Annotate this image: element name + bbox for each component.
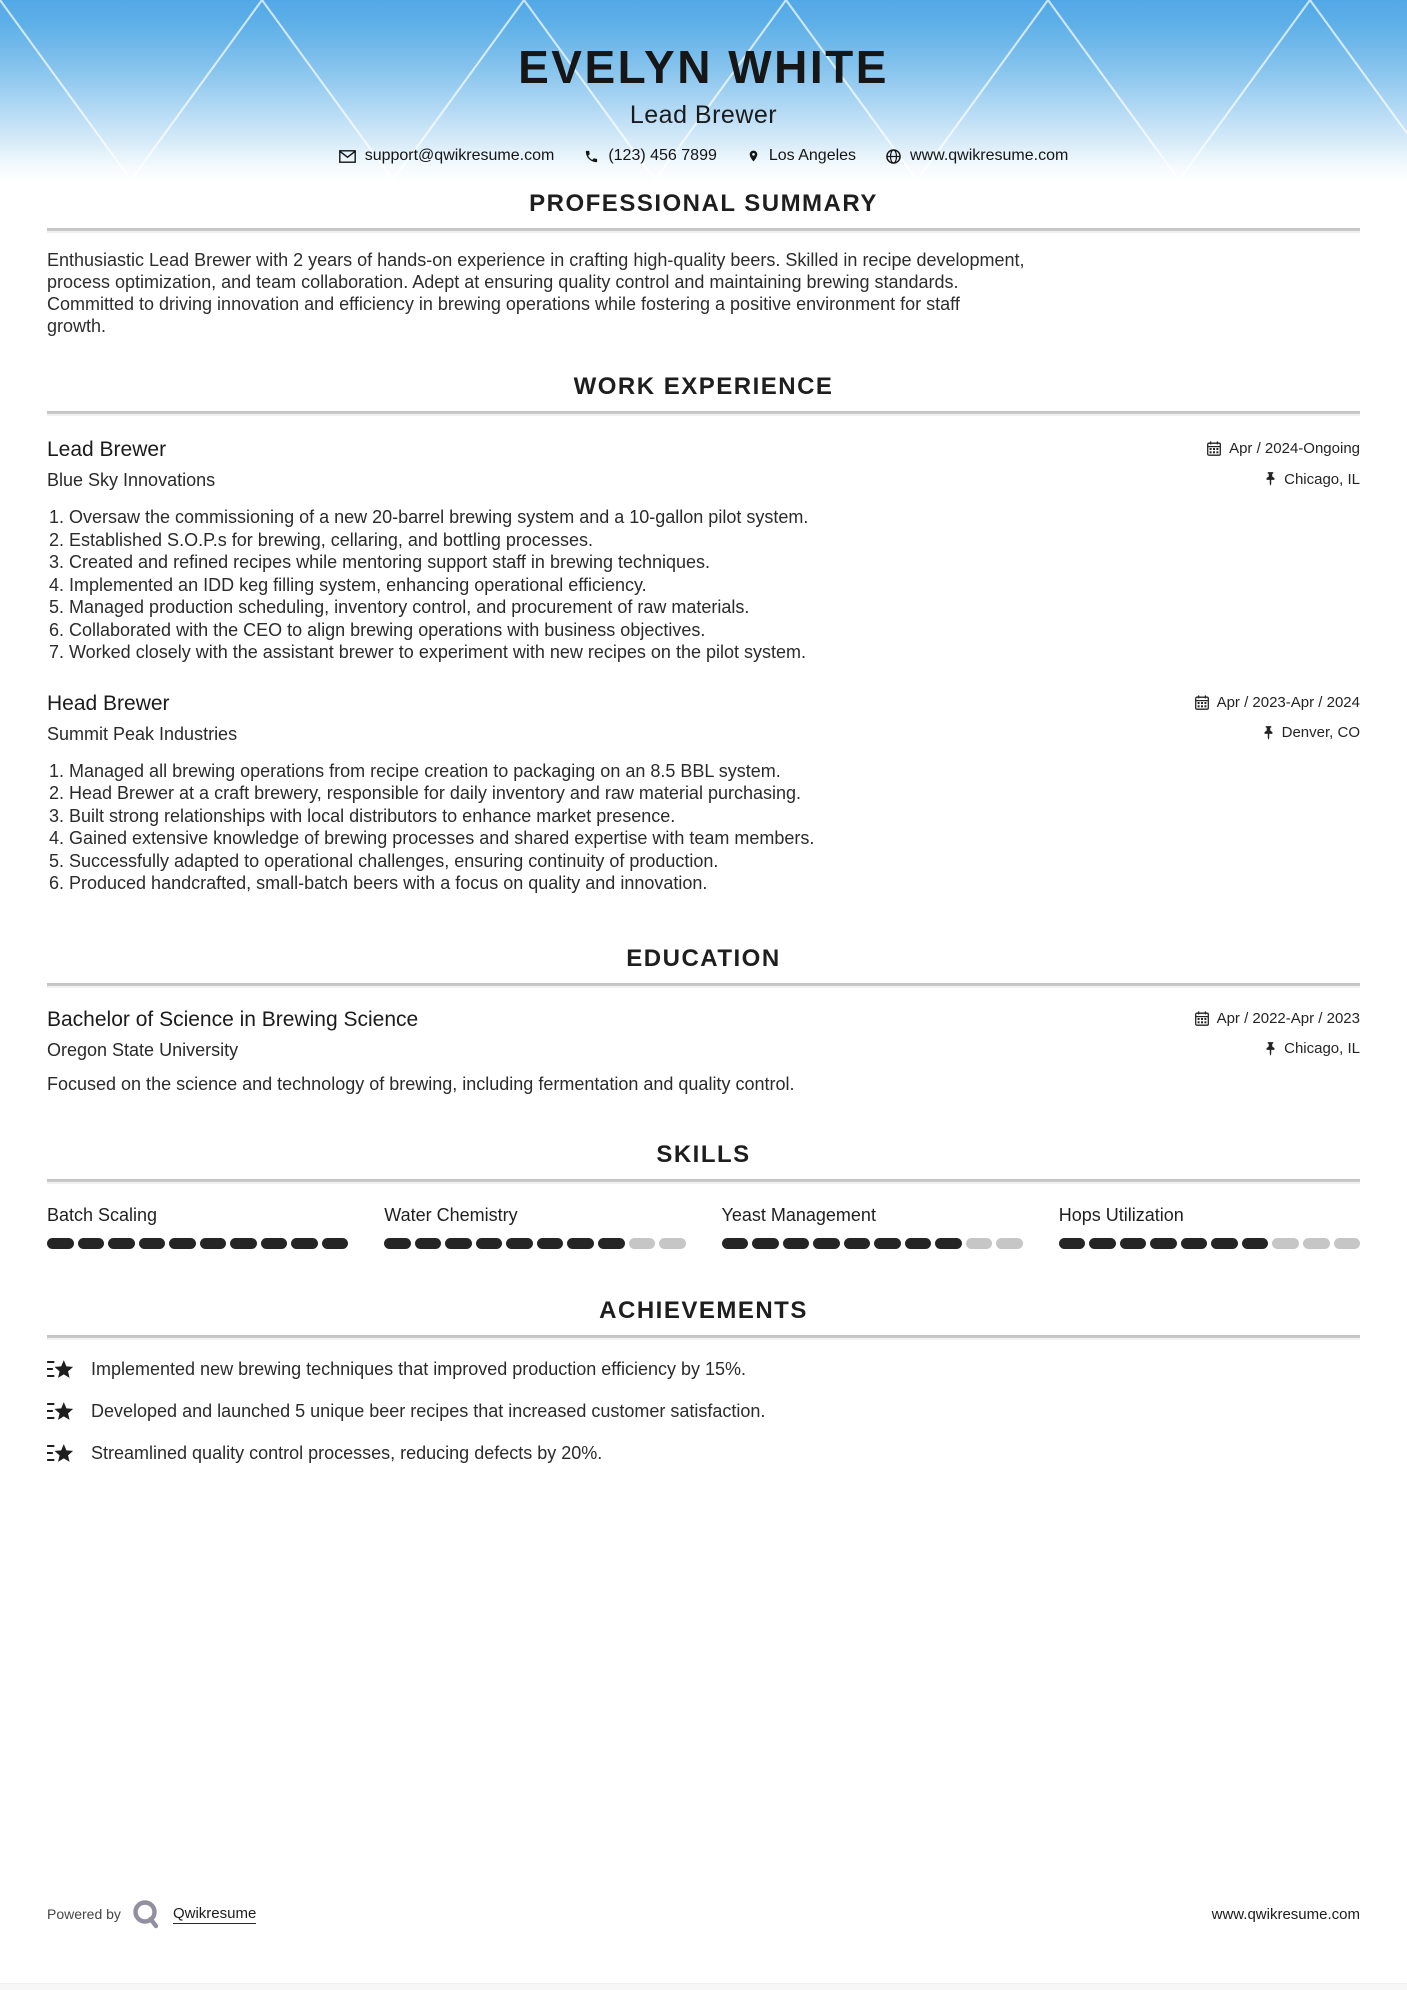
skill-segment	[996, 1238, 1023, 1249]
achievements-heading: ACHIEVEMENTS	[599, 1296, 808, 1324]
skill-segment	[567, 1238, 594, 1249]
job-bullet: 1. Oversaw the commissioning of a new 20-barrel brewing system and a 10-gallon pilot system.	[69, 506, 1360, 529]
contact-email	[339, 147, 555, 165]
skill-segment	[722, 1238, 749, 1249]
achievement-text: Implemented new brewing techniques that improved production efficiency by 15%.	[91, 1358, 747, 1379]
skill-segment	[966, 1238, 993, 1249]
skill-segment	[844, 1238, 871, 1249]
education-entry	[47, 1008, 1360, 1095]
job-dates	[1195, 694, 1360, 711]
skill-segment	[47, 1238, 74, 1249]
phone-icon	[584, 149, 599, 164]
skill-item	[722, 1205, 1023, 1249]
summary-line: growth.	[47, 316, 107, 336]
calendar-icon	[1195, 695, 1209, 710]
pushpin-icon	[1263, 726, 1274, 740]
skill-segment	[1120, 1238, 1147, 1249]
achievement-item	[47, 1357, 1360, 1382]
section-education	[47, 945, 1360, 1095]
location-icon	[747, 148, 760, 164]
email-icon	[339, 150, 356, 163]
summary-line: process optimization, and team collaboration. Adept at ensuring quality control and maintaining brewing standards.	[47, 272, 959, 292]
summary-text	[47, 249, 1360, 337]
skill-level-bar	[47, 1238, 348, 1249]
section-divider	[47, 1179, 1360, 1184]
skill-segment	[384, 1238, 411, 1249]
skill-segment	[1242, 1238, 1269, 1249]
skill-segment	[598, 1238, 625, 1249]
header-hero	[0, 0, 1407, 182]
skill-segment	[752, 1238, 779, 1249]
job-dates	[1207, 440, 1360, 457]
education-dates-text: Apr / 2022-Apr / 2023	[1216, 1009, 1360, 1027]
contact-phone	[584, 147, 717, 165]
person-name: EVELYN WHITE	[518, 41, 889, 93]
job-location-text: Denver, CO	[1281, 724, 1360, 741]
education-dates	[1195, 1010, 1360, 1027]
section-achievements	[47, 1297, 1360, 1466]
job-bullet: 3. Built strong relationships with local distributors to enhance market presence.	[69, 805, 1360, 828]
section-work-experience	[47, 373, 1360, 895]
skill-segment	[874, 1238, 901, 1249]
skill-segment	[1303, 1238, 1330, 1249]
globe-icon	[886, 149, 901, 164]
skill-segment	[629, 1238, 656, 1249]
job-title: Lead Brewer	[47, 438, 167, 461]
skill-level-bar	[722, 1238, 1023, 1249]
education-location-text: Chicago, IL	[1284, 1040, 1360, 1057]
skill-segment	[783, 1238, 810, 1249]
skill-segment	[108, 1238, 135, 1249]
job-bullet: 6. Collaborated with the CEO to align brewing operations with business objectives.	[69, 619, 1360, 642]
job-bullet-list	[47, 506, 1360, 664]
skill-segment	[261, 1238, 288, 1249]
job-location	[1265, 471, 1360, 488]
skills-grid	[47, 1205, 1360, 1249]
education-heading: EDUCATION	[626, 944, 781, 972]
skill-segment	[1272, 1238, 1299, 1249]
calendar-icon	[1195, 1011, 1209, 1026]
skill-segment	[1334, 1238, 1361, 1249]
education-description: Focused on the science and technology of brewing, including fermentation and quality control.	[47, 1073, 795, 1094]
school-name: Oregon State University	[47, 1039, 239, 1060]
qwikresume-link[interactable]: Qwikresume	[172, 1904, 257, 1922]
section-divider	[47, 411, 1360, 416]
skill-segment	[1211, 1238, 1238, 1249]
job-company: Summit Peak Industries	[47, 723, 238, 744]
person-job-title: Lead Brewer	[629, 101, 778, 129]
contact-location-text: Los Angeles	[768, 147, 857, 164]
job-bullet: 1. Managed all brewing operations from recipe creation to packaging on an 8.5 BBL system.	[69, 760, 1360, 783]
powered-by-label: Powered by	[47, 1906, 121, 1922]
summary-line: Enthusiastic Lead Brewer with 2 years of hands-on experience in crafting high-quality beers. Skilled in recipe development,	[47, 250, 1025, 270]
skill-segment	[476, 1238, 503, 1249]
skill-level-bar	[1059, 1238, 1360, 1249]
contact-phone-text: (123) 456 7899	[608, 147, 717, 164]
skills-heading: SKILLS	[656, 1140, 751, 1168]
skill-item	[384, 1205, 685, 1249]
shooting-star-icon	[47, 1399, 75, 1424]
job-title: Head Brewer	[47, 691, 170, 715]
job-entry	[47, 438, 1360, 664]
skill-segment	[445, 1238, 472, 1249]
achievement-text: Developed and launched 5 unique beer recipes that increased customer satisfaction.	[91, 1400, 766, 1421]
job-bullet-list	[47, 760, 1360, 895]
skill-segment	[415, 1238, 442, 1249]
achievements-list	[47, 1357, 1360, 1466]
skill-segment	[291, 1238, 318, 1249]
degree-title: Bachelor of Science in Brewing Science	[47, 1007, 419, 1031]
skill-segment	[1150, 1238, 1177, 1249]
job-bullet: 3. Created and refined recipes while mentoring support staff in brewing techniques.	[69, 551, 1360, 574]
job-company: Blue Sky Innovations	[47, 470, 216, 490]
skill-segment	[537, 1238, 564, 1249]
skill-segment	[506, 1238, 533, 1249]
skill-segment	[659, 1238, 686, 1249]
summary-heading: PROFESSIONAL SUMMARY	[529, 190, 878, 217]
achievement-item	[47, 1399, 1360, 1424]
education-location	[1265, 1040, 1360, 1057]
section-professional-summary	[47, 190, 1360, 337]
page-bottom-strip	[0, 1983, 1407, 1990]
contact-website-text: www.qwikresume.com	[910, 147, 1069, 164]
pushpin-icon	[1265, 1042, 1276, 1056]
job-dates-text: Apr / 2024-Ongoing	[1229, 440, 1360, 457]
skill-segment	[200, 1238, 227, 1249]
qwikresume-logo-icon	[131, 1898, 163, 1930]
contact-location	[747, 147, 856, 165]
skill-segment	[935, 1238, 962, 1249]
skill-item	[1059, 1205, 1360, 1249]
page-content	[0, 190, 1407, 1466]
skill-segment	[1181, 1238, 1208, 1249]
job-bullet: 6. Produced handcrafted, small-batch beers with a focus on quality and innovation.	[69, 872, 1360, 895]
job-bullet: 2. Established S.O.P.s for brewing, cellaring, and bottling processes.	[69, 529, 1360, 552]
skill-segment	[813, 1238, 840, 1249]
footer-branding	[47, 1898, 256, 1930]
contact-email-text: support@qwikresume.com	[364, 147, 555, 164]
summary-line: Committed to driving innovation and efficiency in brewing operations while fostering a positive environment for staff	[47, 294, 960, 314]
section-divider	[47, 228, 1360, 233]
job-bullet: 2. Head Brewer at a craft brewery, responsible for daily inventory and raw material purchasing.	[69, 782, 1360, 805]
job-entry	[47, 692, 1360, 895]
job-bullet: 4. Implemented an IDD keg filling system, enhancing operational efficiency.	[69, 574, 1360, 597]
job-bullet: 4. Gained extensive knowledge of brewing processes and shared expertise with team members.	[69, 827, 1360, 850]
skill-name: Water Chemistry	[384, 1204, 518, 1225]
skill-segment	[1089, 1238, 1116, 1249]
skill-segment	[322, 1238, 349, 1249]
skill-segment	[1059, 1238, 1086, 1249]
skill-name: Yeast Management	[721, 1204, 876, 1225]
skill-segment	[78, 1238, 105, 1249]
skill-name: Batch Scaling	[47, 1204, 158, 1225]
pushpin-icon	[1265, 472, 1276, 486]
contact-website	[886, 147, 1068, 165]
skill-segment	[905, 1238, 932, 1249]
job-bullet: 5. Successfully adapted to operational challenges, ensuring continuity of production.	[69, 850, 1360, 873]
section-divider	[47, 983, 1360, 988]
job-bullet: 5. Managed production scheduling, inventory control, and procurement of raw materials.	[69, 596, 1360, 619]
page-footer	[47, 1896, 1360, 1932]
calendar-icon	[1207, 441, 1221, 456]
skill-name: Hops Utilization	[1058, 1204, 1184, 1225]
job-dates-text: Apr / 2023-Apr / 2024	[1216, 693, 1360, 711]
achievement-text: Streamlined quality control processes, reducing defects by 20%.	[91, 1442, 603, 1463]
job-location	[1263, 724, 1360, 741]
shooting-star-icon	[47, 1357, 75, 1382]
achievement-item	[47, 1441, 1360, 1466]
work-heading: WORK EXPERIENCE	[573, 373, 834, 400]
skill-segment	[139, 1238, 166, 1249]
job-bullet: 7. Worked closely with the assistant brewer to experiment with new recipes on the pilot system.	[69, 641, 1360, 664]
job-location-text: Chicago, IL	[1284, 470, 1360, 488]
contact-row	[0, 147, 1407, 165]
skill-segment	[169, 1238, 196, 1249]
skill-item	[47, 1205, 348, 1249]
shooting-star-icon	[47, 1441, 75, 1466]
footer-url[interactable]: www.qwikresume.com	[1211, 1905, 1360, 1923]
section-skills	[47, 1141, 1360, 1249]
skill-segment	[230, 1238, 257, 1249]
section-divider	[47, 1335, 1360, 1340]
skill-level-bar	[384, 1238, 685, 1249]
